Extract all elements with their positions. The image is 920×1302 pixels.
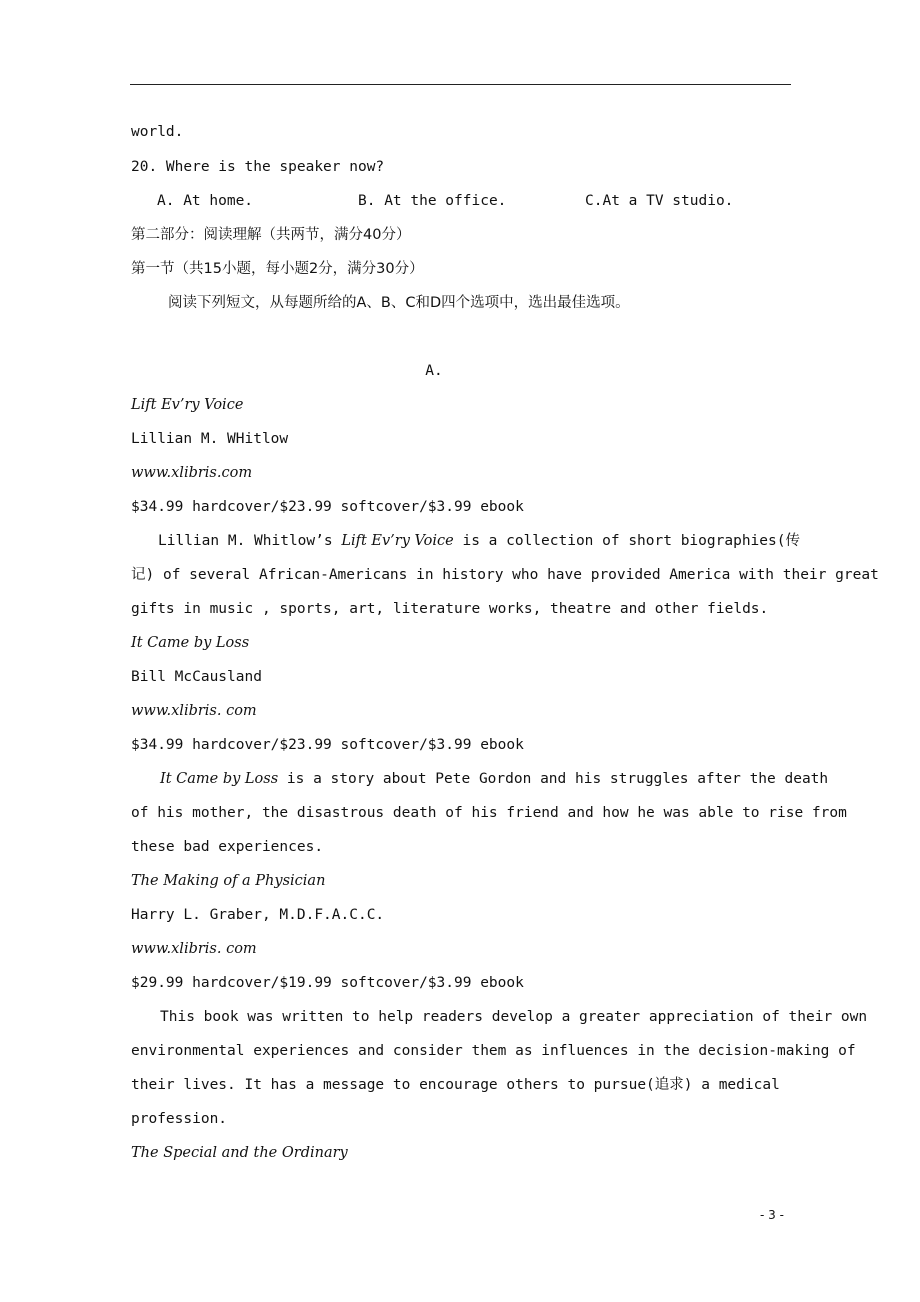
book-description-line: This book was written to help readers develop a greater appreciation of their own <box>160 1009 868 1025</box>
book-website: www.xlibris. com <box>131 703 257 719</box>
header-rule <box>130 84 791 85</box>
book-description-line: these bad experiences. <box>131 839 324 855</box>
option-b: B. At the office. <box>358 193 507 209</box>
book-title: It Came by Loss <box>131 635 250 651</box>
book-website: www.xlibris. com <box>131 941 257 957</box>
book-title: Lift Ev’ry Voice <box>131 397 244 413</box>
section-1-heading: 第一节（共15小题，每小题2分，满分30分） <box>131 261 424 277</box>
book-description-line: profession. <box>131 1111 228 1127</box>
book-description-line: of his mother, the disastrous death of his friend and how he was able to rise from <box>131 805 847 821</box>
book-title: The Special and the Ordinary <box>131 1145 348 1161</box>
part-2-heading: 第二部分：阅读理解（共两节，满分40分） <box>131 227 411 243</box>
book-price: $34.99 hardcover/$23.99 softcover/$3.99 ebook <box>131 499 524 515</box>
book-description-line: environmental experiences and consider them as influences in the decision-making of <box>131 1043 856 1059</box>
book-title: The Making of a Physician <box>131 873 326 889</box>
inline-title: It Came by Loss <box>160 771 279 787</box>
continued-text: world. <box>131 124 184 140</box>
book-description-line: It Came by Loss is a story about Pete Gordon and his struggles after the death <box>160 771 829 787</box>
option-c: C.At a TV studio. <box>585 193 734 209</box>
inline-title: Lift Ev’ry Voice <box>341 533 454 549</box>
instruction: 阅读下列短文，从每题所给的A、B、C和D四个选项中，选出最佳选项。 <box>168 295 630 311</box>
book-description-line: gifts in music , sports, art, literature works, theatre and other fields. <box>131 601 769 617</box>
book-price: $34.99 hardcover/$23.99 softcover/$3.99 ebook <box>131 737 524 753</box>
passage-label: A. <box>425 363 443 379</box>
book-author: Bill McCausland <box>131 669 262 685</box>
book-description-line: Lillian M. Whitlow’s Lift Ev’ry Voice is a collection of short biographies(传 <box>158 533 800 549</box>
question-20: 20. Where is the speaker now? <box>131 159 385 175</box>
book-author: Lillian M. WHitlow <box>131 431 289 447</box>
page-number: - 3 - <box>760 1208 784 1222</box>
book-author: Harry L. Graber, M.D.F.A.C.C. <box>131 907 385 923</box>
book-description-line: 记) of several African-Americans in history who have provided America with their great <box>131 567 879 583</box>
option-a: A. At home. <box>157 193 254 209</box>
book-price: $29.99 hardcover/$19.99 softcover/$3.99 ebook <box>131 975 524 991</box>
book-description-line: their lives. It has a message to encourage others to pursue(追求) a medical <box>131 1077 780 1093</box>
book-website: www.xlibris.com <box>131 465 253 481</box>
